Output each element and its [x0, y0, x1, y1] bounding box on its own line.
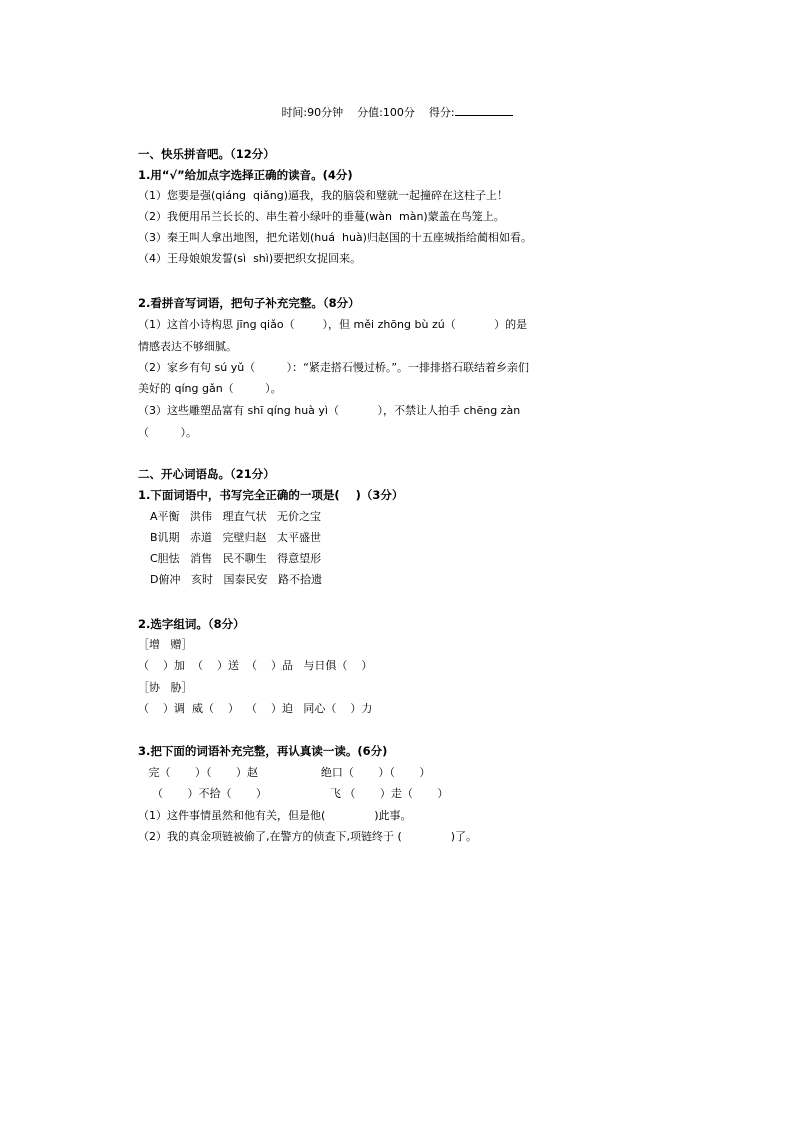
score-value-label: 分值:100分: [357, 106, 415, 119]
s2-q3-line-3: （1）这件事情虽然和他有关，但是他( )此事。: [138, 809, 412, 822]
s2-q2-line-4: （ ）调 威（ ） （ ）迫 同心（ ）力: [138, 702, 373, 715]
s1-q2-line-3: （2）家乡有句 sú yǔ（ ）：“紧走搭石慢过桥。”。一排排搭石联结着乡亲们: [138, 361, 530, 374]
s2-q3-line-1: 完（ ）（ ）赵 绝口（ ）（ ）: [138, 766, 431, 779]
s1-q1-item-4: （4）王母娘娘发誓(sì shì)要把织女捉回来。: [138, 252, 362, 265]
s2-q3-title: 3.把下面的词语补充完整，再认真读一读。(6分): [138, 744, 388, 758]
score-blank[interactable]: [455, 104, 513, 116]
s2-q3-line-2: （ ）不拾（ ） 飞 （ ）走（ ）: [138, 787, 449, 800]
time-label: 时间:90分钟: [281, 106, 344, 119]
s2-q1-option-b: B讥期 赤道 完壁归赵 太平盛世: [150, 531, 322, 544]
s1-q1-item-2: （2）我便用吊兰长长的、串生着小绿叶的垂蔓(wàn màn)蒙盖在鸟笼上。: [138, 210, 505, 223]
s2-q3-line-4: （2）我的真金项链被偷了,在警方的侦查下,项链终于 ( )了。: [138, 830, 478, 843]
section2-title: 二、开心词语岛。（21分）: [138, 467, 275, 481]
s1-q2-line-6: （ ）。: [138, 426, 197, 439]
score-label: 得分:: [428, 106, 455, 119]
s1-q2-line-5: （3）这些雕塑品富有 shī qíng huà yì（ ），不禁让人拍手 chēng zàn: [138, 404, 521, 417]
s2-q2-line-1: ［增 赠］: [138, 638, 193, 651]
s2-q2-line-2: （ ）加 （ ）送 （ ）品 与日俱（ ）: [138, 659, 373, 672]
s2-q2-title: 2.选字组词。（8分）: [138, 617, 245, 631]
s1-q2-line-4: 美好的 qíng gǎn（ ）。: [138, 382, 282, 395]
s2-q1-option-c: C胆怯 消售 民不聊生 得意望形: [150, 552, 322, 565]
s1-q2-title: 2.看拼音写词语，把句子补充完整。（8分）: [138, 296, 360, 310]
s2-q2-line-3: ［协 胁］: [138, 681, 193, 694]
section1-title: 一、快乐拼音吧。（12分）: [138, 147, 275, 161]
s1-q1-title: 1.用“√”给加点字选择正确的读音。(4分): [138, 168, 353, 182]
s1-q2-line-2: 情感表达不够细腻。: [138, 340, 237, 353]
s2-q1-option-a: A平衡 洪伟 理直气状 无价之宝: [150, 510, 321, 523]
s1-q1-item-3: （3）秦王叫人拿出地图，把允诺划(huá huà)归赵国的十五座城指给蔺相如看。: [138, 231, 532, 244]
s2-q1-option-d: D俯冲 亥时 国泰民安 路不拾遗: [150, 573, 322, 586]
s1-q2-line-1: （1）这首小诗构思 jīng qiǎo（ ），但 měi zhōng bù zú（ ）的是: [138, 318, 528, 331]
s2-q1-title: 1.下面词语中，书写完全正确的一项是( )（3分）: [138, 488, 404, 502]
s1-q1-item-1: （1）您要是强(qiáng qiǎng)逼我，我的脑袋和璧就一起撞碎在这柱子上！: [138, 189, 509, 202]
exam-header: [0, 104, 794, 120]
